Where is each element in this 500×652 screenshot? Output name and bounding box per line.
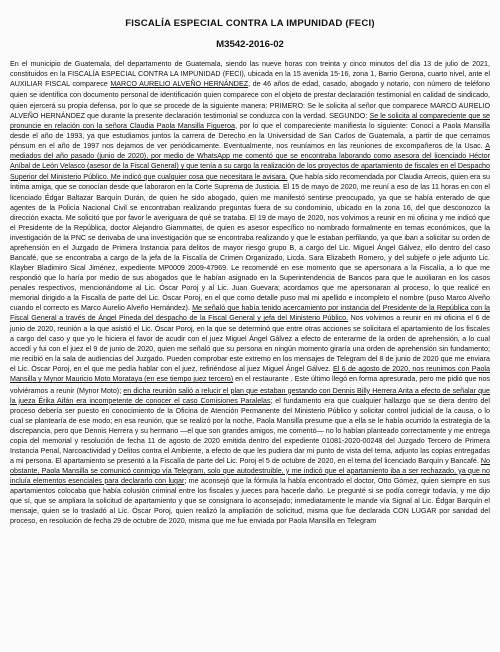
- text-run: quien comparece con el objeto de prestar declaración testimonial en calidad de sindicado, quien ejercerá su propia defensa, por lo que se procede de la siguiente manera: PRIMERO: Se le solicita al señor que comparece MARCO AURELIO ALVEÑO HERNÁNDEZ que durante la presente declaración testimonial se conduzca con la verdad. SEGUNDO:: [10, 91, 490, 121]
- text-run: comparece: [72, 80, 111, 89]
- underlined-text-run: Me señaló que había tenido acercamiento por instancia del Presidente de la República con la Fiscal General a través de Ángel Pineda: [10, 304, 490, 323]
- text-run: Que había sido recomendada por Claudia Arrecis, quien era su íntima amiga, que se conocían desde que laboraron en la Corte Suprema de Justicia. El 15 de mayo de 2020, me reuní a eso de las 11 horas en: [10, 172, 490, 191]
- underlined-text-run: No obstante, Paola Mansilla se comunicó conmigo vía Telegram, solo que autodestruible, y me indicó que el apartamiento iba a ser rechazado, ya que no incluía elementos esenciales para declararlo con lugar: [10, 456, 490, 485]
- text-run: ; me aconsejó que la fórmula la había encontrado el doctor, Otto Gómez, quien siempre en sus apartamientos colocaba que había colusión criminal entre los fiscales y jueces para hacerle daño. Le pregunté si se podía corregir todavía, y me dijo que sí, que se ampliara la solicitud de apartamiento y que se consignara lo aconsejado; inmediatamente le mande vía Signal al Lic. Édgar Barquín el mensaje, quien se lo trasladó al Lic. Óscar Poroj, quien realizó la ampliación de solicitud, misma que fue declarada CON LUGAR por sanidad del proceso, en resolución de fecha 29 de octubre de 2020, misma que me fue enviada por Paola Mansilla en Telegram: [10, 476, 490, 526]
- underlined-text-run: Se le solicita al compareciente que se pronuncie en relación con la señora Claudia Paola Mansilla Figueroa: [10, 112, 490, 131]
- text-run: En el municipio de Guatemala, del departamento de Guatemala, siendo las nueve horas con treinta y cinco minutos del día 13 de julio de 2021, constituidos en la FISCALÍA ESPECIAL CONTRA LA IMPUNIDAD (FECI), ubicada en la 15 avenida 15-16, zona 1, Barrio Gerona, cuarto nivel, ante el AUXILIAR FISCAL: [10, 60, 490, 89]
- text-run: quien se identifica con documento personal de identificación: [10, 91, 204, 100]
- underlined-text-run: A mediados del año pasado (junio de 2020), por medio de WhatsApp me comentó que se encontraba laborando como asesora del licenciado Héctor Aníbal de León Velasco (asesor de la Fiscal General) y que tenía a su cargo la realización de los proyectos de apartamiento de fiscales en el Despacho Superior del Ministerio Público. Me indicó que cualquier cosa que necesitara le avisara.: [10, 142, 490, 181]
- text-run: . Este último llegó en forma apresurada, pero me pidió que nos volviéramos a reunir (Mynor Moto);: [10, 375, 491, 395]
- text-run: , de 46 años de edad, casado, abogado y notario, con número de teléfono: [248, 80, 491, 89]
- underlined-text-run: en dicha reunión salió a relucir el plan que estaban gestando con Dennis Billy Herrera Arita a efecto de señalar que la jueza Érika Aifán era incompetente de conocer el caso Comisiones Paralelas: [10, 386, 490, 405]
- text-run: , por lo que el compareciente manifiesta lo siguiente: Conocí a Paola Mansilla desde el año de 1993, ya que estudiamos juntos la carrera de Derecho en la Universidad de San Carlos de Guatemala, a partir de que cerramos pénsum en el año de 1997 nos dejamos de ver periódicamente. Eventualmente, nos reuníamos en las reuniones de excompañeros de la Usac.: [10, 122, 490, 151]
- underlined-text-run: El 6 de agosto de 2020, nos reunimos con Paola Mansilla y Mynor Mauricio Moto Morataya (en ese tiempo juez tercero): [10, 365, 490, 384]
- underlined-text-run: del despacho de la Fiscal General y jefa del Ministerio Público.: [141, 314, 349, 323]
- text-run: en el restaurante: [233, 375, 291, 384]
- document-title: FISCALÍA ESPECIAL CONTRA LA IMPUNIDAD (FECI): [125, 18, 375, 29]
- text-run: con el licenciado Édgar Baltazar Barquín Durán, de quien he sido abogado, quien me manifestó sentirse preocupado, ya que se había enterado de que agentes de la Policía Nacional Civil se encontraban realizando preguntas fuera de su condominio, ubicado en la zona 16, del que desconozco la dirección exacta. Me solicitó que por favor le averiguara de qué se trataba. El 19 de mayo de 2020, nos volvimos a reunir en mi oficina y me indicó que el Presidente de la República, doctor Alejandro Giammattei, de quien es asesor específico no nombrado formalmente en temas económicos, que la investigación de la PNC se derivaba de una investigación que se encontraba realizando y que le estaban perfilando, ya que iban a solicitar su orden de aprehensión en el Juzgado de Primera Instancia para delitos de mayor riesgo grupo B, a cargo del Lic. Miguel Ángel Gálvez, ello dentro del caso Bancafé, que se encontraba a cargo de la jefa de la Fiscalía de Crimen Organizado, Licda. Sara Elizabeth Romero, y del subjefe o jefe adjunto Lic. Klayber Bladimiro Sical Jiménez, expediente MP0009 2009-47969. Le recomendé en ese momento que se apersonara a la Fiscalía, a lo que me respondió que lo haría por medio de sus abogados que le habían asignado en la Superintendencia de Bancos para que le auxiliaran en los casos penales respectivos, mencionándome al Lic. Óscar Poroj y al Lic. Juan Guevara; acordamos que me apersonaran al proceso, lo que realicé en memorial dirigido a la Fiscalía de parte del Lic. Óscar Poroj, en el que como detalle puso mal mi apellido e incompleto el nombre (puso Marco Alveño cuando el correcto es Marco Aurelio Alveño Hernández).: [10, 182, 490, 313]
- case-number: M3542-2016-02: [216, 39, 284, 50]
- text-run: ; el fundamento era que cualquier hallazgo que se diera dentro del proceso debería ser puesto en conocimiento de la Oficina de Atención Permanente del Ministerio Público y solicitar control judicial de la causa, o lo cual se plantearía de ese modo; en esa reunión, que se realizó por la noche, Paola Mansilla presume que a ella se le había ocurrido la estrategia de la discrepancia, pero que Dennis Herrera y su hermano —el que son grandes amigos, me comentó— no lo habían planteado correctamente y me entrega copia del memorial y resolución de fecha 11 de agosto de 2020 emitida dentro del expediente 01081-2020-00248 del Juzgado Tercero de Primera Instancia Penal, Narcoactividad y Delitos contra el Ambiente, a efecto de que les pudiera dar mi punto de vista del tema, adjunto las copias entregadas a mi persona. El apartamiento se presentó a la Fiscalía de parte del Lic. Poroj el 5 de octubre de 2020, en el tema del licenciado Barquín y Bancafé.: [10, 396, 490, 465]
- text-run: Nos volvimos a reunir en mi oficina el 6 de junio de 2020, reunión a la que asistió el Lic. Óscar Poroj, en la que se determinó que entre otras acciones se solicitara el apartamiento de los fiscales a cargo del caso y que yo le hiciera el favor de acudir con el juez Miguel Ángel Gálvez a efecto de enterarme de la orden de aprehensión, a lo cual accedí y fui con el juez el 9 de junio de 2020, quien me señaló que su persona en ningún momento giraría una orden de aprehensión sin fundamento; me recibió en la sala de audiencias del Juzgado. Pueden comprobar este extremo en los mensajes de Telegram del 8 de junio de 2020 que me enviara el Lic. Óscar Poroj, en el que me pedía hablar con el juez, refiriéndose al juez Miguel Ángel Gálvez.: [10, 314, 490, 374]
- underlined-text-run: MARCO AURELIO ALVEÑO HERNÁNDEZ: [110, 80, 249, 89]
- declaration-body: [10, 59, 490, 526]
